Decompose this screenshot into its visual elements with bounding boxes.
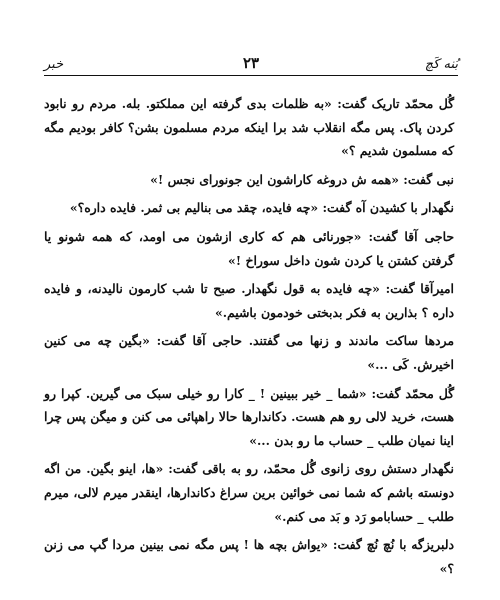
paragraph: مردها ساکت ماندند و زنها می گفتند. حاجی آقا گفت: «بگین چه می کنین اخیرش. کَی ...» — [44, 333, 454, 372]
paragraph: نبی گفت: «همه ش دروغه کاراشون این جونورای نجس !» — [150, 171, 454, 187]
paragraph: حاجی آقا گفت: «جورنائی هم که کاری ازشون می اومد، که همه شونو یا گرفتن کشتن یا کردن شون داخل سوراخ !» — [44, 228, 454, 268]
chapter-title: خبر — [44, 57, 64, 72]
paragraph: دلبریزگه با نُچ نُچ گفت: «یواش بچه ها ! پس مگه نمی بینین مردا گپ می زنن ؟» — [44, 537, 454, 576]
page-body — [44, 92, 454, 590]
paragraph: گُل محمّد گفت: «شما _ خیر ببینین ! _ کارا رو خیلی سبک می گیرین. کپرا رو هست، خرید لالی رو هم هست. دکاندارها حالا راهپائی می کنن و میگن پس چرا اینا نمیان طلب _ حساب ما رو بدن ...» — [44, 385, 454, 448]
paragraph: نگهدار با کشیدن آه گفت: «چه فایده، چقد می بنالیم بی ثمر. فایده داره؟» — [69, 200, 454, 216]
page-number: ۲۳ — [242, 54, 260, 72]
paragraph: نگهدار دستش روی زانوی گُل محمّد، رو به باقی گفت: «ها، اینو بگین. من اگه دونسته باشم که شما نمی خوائین برین سراغ دکاندارها، اینقدر میرم لالی، میرم طلب _ حسابامو رَد و بَد می کنم.» — [44, 461, 454, 524]
book-title: بُنه کَچ — [424, 57, 458, 72]
paragraph: گُل محمّد تاریک گفت: «به ظلمات بدی گرفته این مملکتو. بله. مردم رو نابود کردن پاک. پس مگه انقلاب شد برا اینکه مردم مسلمون بشن؟ کافر بودیم مگه که مسلمون شدیم ؟» — [44, 96, 454, 159]
page-header — [44, 46, 458, 76]
paragraph: امیرآقا گفت: «چه فایده به قول نگهدار. صبح تا شب کارمون نالیدنه، و فایده داره ؟ بذارین به فکر بدبختی خودمون باشیم.» — [44, 281, 454, 320]
